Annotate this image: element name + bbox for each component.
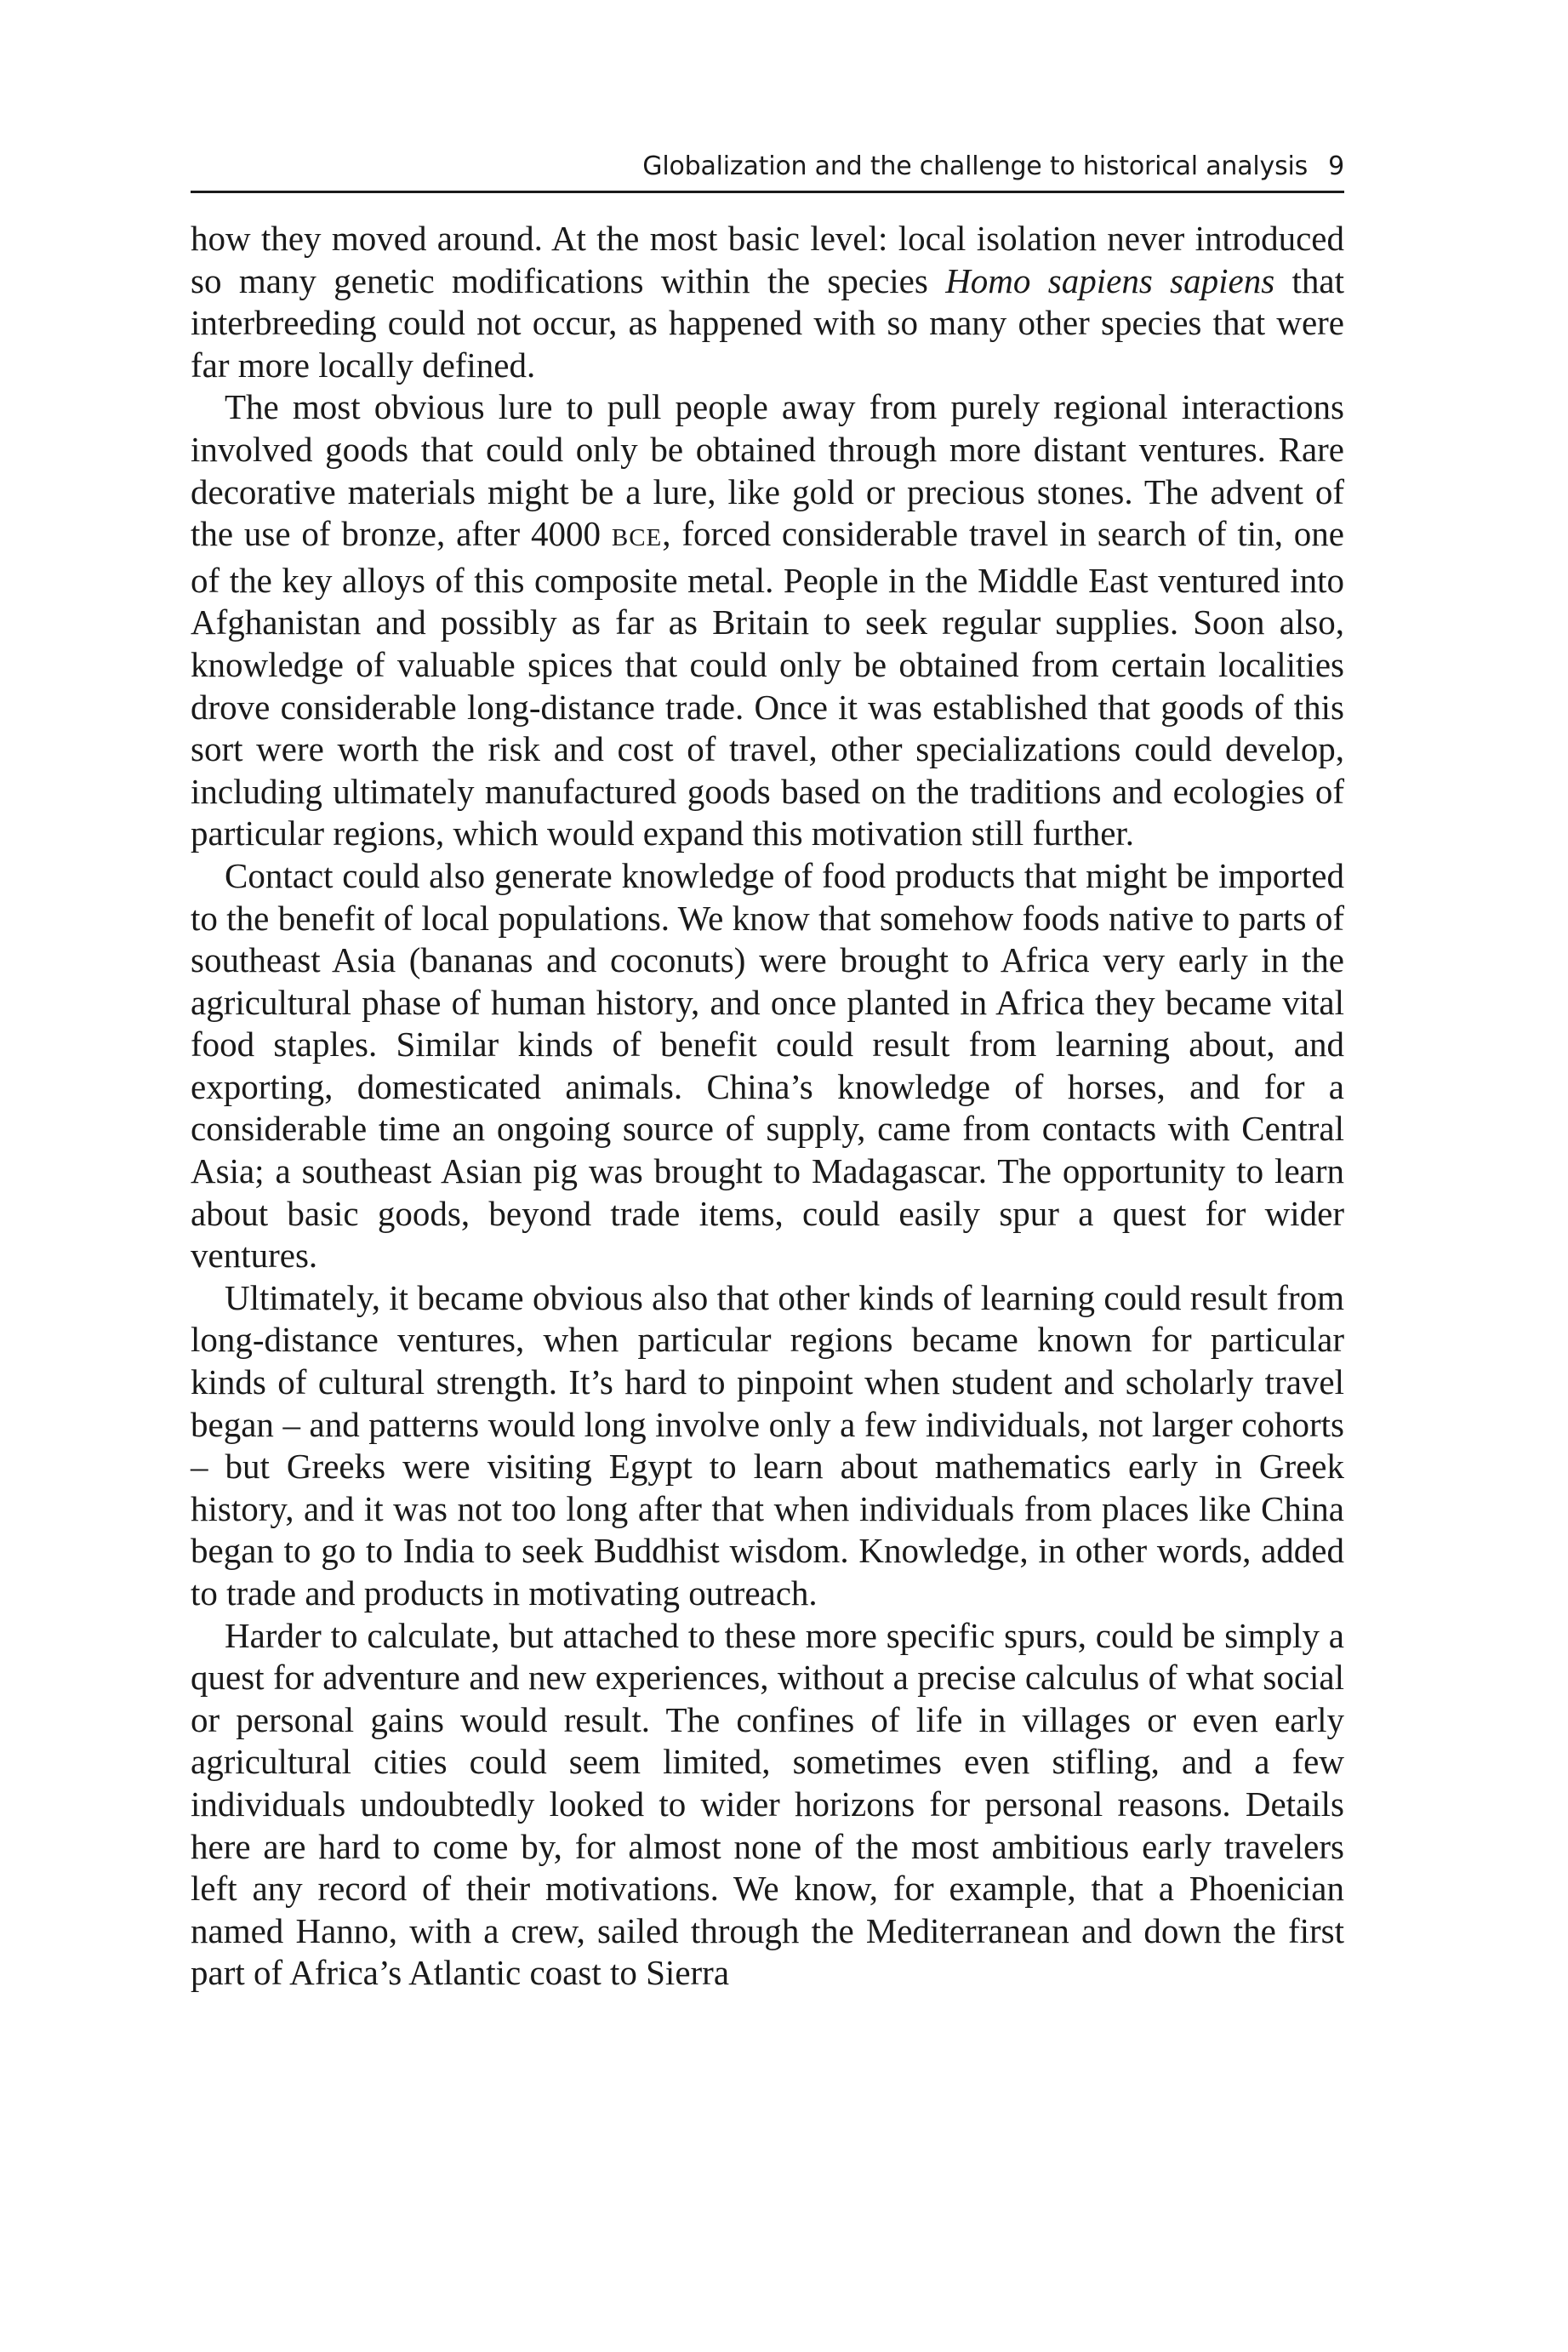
header-rule bbox=[191, 191, 1344, 193]
paragraph-5: Harder to calculate, but attached to these more specific spurs, could be simply a quest for adventure and new experiences, without a precise calculus of what social or personal gains would result. The confines of life in villages or even early agricultural cities could seem limited, sometimes even stifling, and a few individuals undoubtedly looked to wider horizons for personal reasons. Details here are hard to come by, for almost none of the most ambitious early travelers left any record of their motivations. We know, for example, that a Phoenician named Hanno, with a crew, sailed through the Mediterranean and down the first part of Africa’s Atlantic coast to Sierra bbox=[191, 1615, 1344, 1993]
paragraph-2-text-c: , forced considerable travel in search of tin, one of the key alloys of this composite metal. People in the Middle East ventured into Afghanistan and possibly as far as Britain to seek regular supplies. Soon also, knowledge of valuable spices that could only be obtained from certain localities drove considerable long-distance trade. Once it was established that goods of this sort were worth the risk and cost of travel, other specializations could develop, including ultimately manufactured goods based on the traditions and ecologies of particular regions, which would expand this motivation still further. bbox=[191, 514, 1344, 853]
paragraph-2 bbox=[191, 386, 1344, 855]
running-head bbox=[191, 143, 1344, 191]
paragraph-3: Contact could also generate knowledge of food products that might be imported to the benefit of local populations. We know that somehow foods native to parts of southeast Asia (bananas and coconuts) were brought to Africa very early in the agricultural phase of human history, and once planted in Africa they became vital food staples. Similar kinds of benefit could result from learning about, and exporting, domesticated animals. China’s knowledge of horses, and for a considerable time an ongoing source of supply, came from contacts with Central Asia; a southeast Asian pig was brought to Madagascar. The opportunity to learn about basic goods, beyond trade items, could easily spur a quest for wider ventures. bbox=[191, 855, 1344, 1276]
era-abbreviation: BCE bbox=[611, 524, 663, 552]
running-title: Globalization and the challenge to historical analysis bbox=[642, 151, 1309, 181]
body-text bbox=[191, 218, 1344, 1995]
paragraph-1-text-a: how they moved around. At the most basic level: local isolation never introduced so many genetic modifications within the species bbox=[191, 219, 1344, 300]
paragraph-4: Ultimately, it became obvious also that other kinds of learning could result from long-distance ventures, when particular regions became known for particular kinds of cultural strength. It’s hard to pinpoint when student and scholarly travel began – and patterns would long involve only a few individuals, not larger cohorts – but Greeks were visiting Egypt to learn about mathematics early in Greek history, and it was not too long after that when individuals from places like China began to go to India to seek Buddhist wisdom. Knowledge, in other words, added to trade and products in motivating outreach. bbox=[191, 1277, 1344, 1613]
paragraph-1-text-c: that interbreeding could not occur, as happened with so many other species that were far more locally defined. bbox=[191, 260, 1345, 385]
paragraph-1 bbox=[191, 218, 1344, 386]
species-name: Homo sapiens sapiens bbox=[945, 260, 1275, 300]
page-number: 9 bbox=[1328, 151, 1344, 181]
paragraph-2-text-a: The most obvious lure to pull people away from purely regional interactions involved goods that could only be obtained through more distant ventures. Rare decorative materials might be a lure, like gold or precious stones. The advent of the use of bronze, after 4000 bbox=[191, 387, 1344, 554]
